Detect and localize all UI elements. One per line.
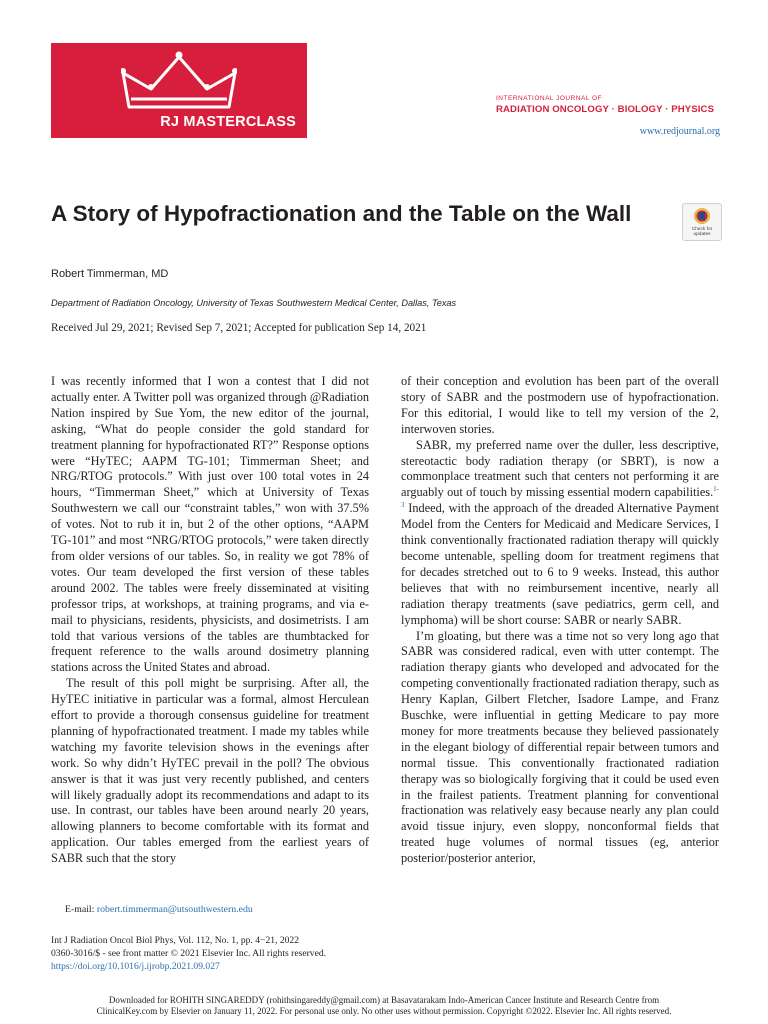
- body-column-right: [401, 374, 719, 867]
- check-for-updates-label-1: Check for: [691, 227, 713, 232]
- author-name: Robert Timmerman, MD: [51, 268, 169, 280]
- paragraph: I’m gloating, but there was a time not so very long ago that SABR was considered radical, even with utter contempt. The radiation therapy giants who developed and advocated for the competing conventionally fractionated radiation therapy, such as Henry Kaplan, Gilbert Fletcher, Isadore Lampe, and Franz Buschke, were influential in getting Medicare to pay more money for more treatments because they believed passionately in the elegant biology of differential repair between tumors and normal tissue. This conventionally fractionated radiation therapy was so biologically forgiving that it could be used even in the frailest patients. Treatment planning for conventional fractionation was relatively easy because nearly any plan could avoid tissue injury, even sloppy, nonconformal fields that treated huge volumes of normal tissues (eg, anterior posterior/posterior anterior,: [401, 628, 719, 866]
- reference-link[interactable]: 1-3: [401, 485, 719, 510]
- paragraph: I was recently informed that I won a contest that I did not actually enter. A Twitter poll was organized through @Radiation Nation inspired by Sue Yom, the new editor of the journal, asking, “What do people consider the gold standard for treatment planning for hypofractionated RT?” Response options were “HyTEC; AAPM TG-101; Timmerman Sheet; and NRG/RTOG protocols.” With just over 100 total votes in 24 hours, “Timmerman Sheet,” which at University of Texas Southwestern we call our “constraint tables,” won with 37.5% of votes. Not to rub it in, but 2 of the other options, “AAPM TG-101” and most “NRG/RTOG protocols,” were taken directly from older versions of our tables. So, in reality we got 78% of votes. Our team developed the first version of these tables around 2002. The tables were freely disseminated at visiting professor trips, at workshops, at training programs, and via e-mail to physicians, residents, physicists, and dosimetrists. I am told that various versions of the tables are thumbtacked for frequent reference to the walls around dosimetry planning stations across the United States and abroad.: [51, 374, 369, 675]
- doi-link[interactable]: https://doi.org/10.1016/j.ijrobp.2021.09.027: [51, 961, 220, 972]
- banner-label: RJ MASTERCLASS: [160, 114, 296, 130]
- masterclass-banner: [51, 43, 307, 138]
- article-title: A Story of Hypofractionation and the Table on the Wall: [51, 201, 632, 226]
- check-for-updates-badge[interactable]: [682, 203, 722, 241]
- paragraph-text: Indeed, with the approach of the dreaded Alternative Payment Model from the Centers for Medicaid and Medicare Services, I think conventionally fractionated radiation therapy will quickly become untenable, spelling doom for treatment regimens that for decades stretched out to 6 to 9 weeks. Instead, this author believes that with no reimbursement incentive, nearly all radiation therapy treatments (save pediatrics, germ cell, and lymphoma) will be short course: SABR or nearly SABR.: [401, 501, 719, 627]
- body-column-left: [51, 374, 369, 867]
- paragraph-text: SABR, my preferred name over the duller, less descriptive, stereotactic body radiation therapy (or SBRT), is now a commonplace treatment such that centers not performing it are arguably out of touch by missing essential modern capabilities.: [401, 437, 719, 500]
- email-link[interactable]: robert.timmerman@utsouthwestern.edu: [96, 904, 253, 915]
- journal-name-line1: INTERNATIONAL JOURNAL OF: [496, 95, 603, 102]
- paragraph: of their conception and evolution has been part of the overall story of SABR and the postmodern use of hypofractionation. For this editorial, I would like to tell my version of the 2, interwoven stories.: [401, 374, 719, 436]
- copyright-line: 0360-3016/$ - see front matter © 2021 Elsevier Inc. All rights reserved.: [51, 948, 327, 959]
- download-notice: [0, 995, 768, 1017]
- journal-name: [496, 95, 714, 115]
- article-dates: Received Jul 29, 2021; Revised Sep 7, 2021; Accepted for publication Sep 14, 2021: [51, 322, 427, 334]
- download-notice-line2: ClinicalKey.com by Elsevier on January 11, 2022. For personal use only. No other uses without permission. Copyright ©2022. Elsevier Inc. All rights reserved.: [96, 1006, 672, 1016]
- citation-block: [51, 934, 326, 973]
- check-for-updates-label-2: updates: [693, 232, 711, 237]
- bookmark-icon: [693, 207, 711, 227]
- download-notice-line1: Downloaded for ROHITH SINGAREDDY (rohithsingareddy@gmail.com) at Basavatarakam Indo-American Cancer Institute and Research Centre from: [108, 995, 660, 1005]
- citation-line: Int J Radiation Oncol Biol Phys, Vol. 112, No. 1, pp. 4−21, 2022: [51, 935, 300, 946]
- paragraph: The result of this poll might be surprising. After all, the HyTEC initiative in particular was a formal, almost Herculean effort to provide a thorough consensus guideline for treatment planning of hypofractionated treatment. I made my tables while watching my favorite television shows in the evenings after work. So why didn’t HyTEC prevail in the poll? The obvious answer is that it was just very recently published, and centers will likely gradually adopt its recommendations and adapt to its use. In contrast, our tables have been around nearly 20 years, allowing planners to become comfortable with its format and application. Our tables emerged from the earliest years of SABR such that the story: [51, 676, 369, 866]
- crown-icon: [121, 49, 237, 115]
- correspondence-email: [65, 904, 253, 915]
- paragraph: [401, 438, 719, 629]
- email-label: E-mail:: [65, 904, 95, 915]
- journal-name-line2: RADIATION ONCOLOGY · BIOLOGY · PHYSICS: [496, 104, 715, 115]
- journal-url-link[interactable]: www.redjournal.org: [639, 126, 720, 137]
- author-affiliation: Department of Radiation Oncology, University of Texas Southwestern Medical Center, Dallas, Texas: [51, 298, 457, 308]
